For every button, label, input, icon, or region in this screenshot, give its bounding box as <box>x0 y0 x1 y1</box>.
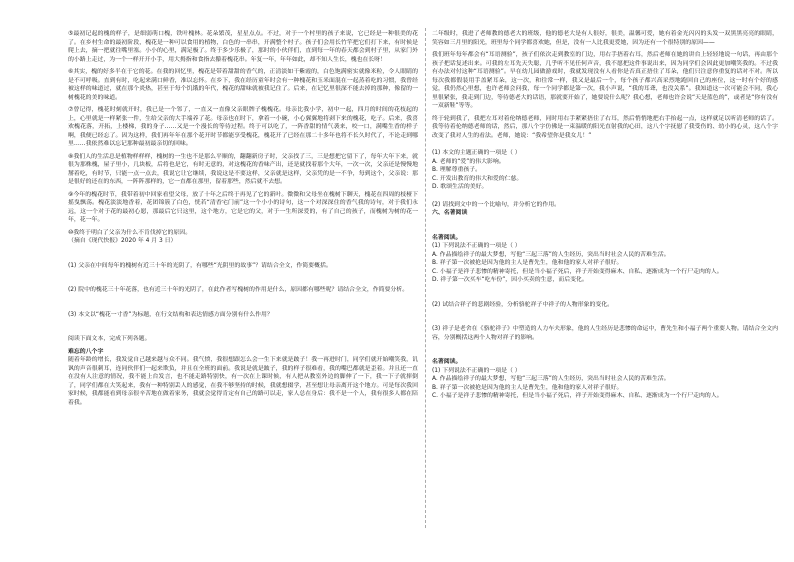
classic-q2: (2) 试结合祥子的悲剧经验，分析骆驼祥子中祥子的人物形象的变化。 <box>432 301 614 308</box>
metaphor-question: (2) 请找到文中的一个比喻句，并分析它的作用。 <box>432 201 561 208</box>
left-column <box>68 30 418 407</box>
essay-paragraph-3: 我们班年每年都会有“耳语测验”，孩子们依次走到教室的门边，用右手捂着右耳，然后老师在她的讲台上轻轻地说一句话，再由那个孩子把话复述出来。可我的左耳先天失聪，几乎听不见任何声音，我不愿把这件事说出来，因为同学们会因此更加嘲笑我的。不过我有办法对付这种“耳语测验”。早在幼儿园做游戏时，我就发现没有人看你是否真正捂住了耳朵，他们只注意你重复的话对不对。所以每次我都假装用手盖紧耳朵，这一次，和往常一样，我又是最后一个，每个孩子都兴高采烈地跑回自己的座位，这一时有个好的感觉，我仍然心里想，也许老师会问我，每一个同学都是第一次，我小声说，“我的耳聋，也没关系”。我知道这一次可能会不同，我心里很紧张，我走到门边，等待德老大的话语，那就要开始了，她要说什么呢？我心想，老师也许会说“天是蓝色的”，或者是“你有没有一双新鞋”等等。 <box>432 52 778 109</box>
paragraph-5: ⑤最初记起的槐的样子，是细弱萌口槐，铁叶槐林。花朵繁茂，星星点点。不过，对于一个村里的孩子来说，它已经是一种很美的花了。在乡村生命的最初阶段，槐花是一种可以食用的植物，白色的一串串，开满整个村子。孩子们会用长竹竿把它们打下来，有时候是爬上去，摘一把就往嘴里塞。小小的心里，满足极了。终于多少乐极了，那时的小伙伴们，直到每一年的春天都会到村子里，从家门外的小路上走过，为一个一样开开小手，用大拇指和食指去攥着槐花串。年复一年，年年如此，却不知人生长，槐也在长呀！ <box>68 31 418 63</box>
right-column <box>432 30 778 401</box>
mc-option-d: D. 歌颂生活的美好。 <box>432 184 488 190</box>
paragraph-9: ⑨今年的槐花时节，我带着初中回家看望父母，放了十年之后终于再见了它的新叶。微微和父母坐在槐树下聊天，槐花在四周的枝桠下摇曳飘荡。槐花淡淡地香着，花团锦簇了白色，恍若“清香宅门前”这一个小小的诗句，这一个对深深住的香气我的诗句，对于我们永远，这一个对于花的最初心愿，那最后它只这里，这个地方，它是它的父，对于一生所深爱的，有了自己的孩子，而槐树为树的花一年，花一年。 <box>68 191 418 223</box>
paragraph-8: ⑧我们人的生活总是植物样样样，槐树的一生也不是那么平顺的，翻翻新房子时，父亲找了三，三是想把它留下了，每年大年下来，就很为那株槐，屋子里小，几块板，后将也是它，有时无意的，对这槐花的香味产出，还是就找着那个大年，一次一次，父亲还是慢慢地掰着吃，有时节，只能一点一点去，我说它让它继续，我说这是不要这样，父亲就是这样，父亲凭的是一不争，每到这个，父亲说：那是很好的还在的东西，一阵阵那样的，它一直都在那里，留着那些，然后就不去想。 <box>68 153 418 185</box>
paragraph-10: ⑩我终于明白了父亲为什么不肯伐掉它的原因。 <box>68 229 192 236</box>
classic-reading-heading-2: 名著阅读。 <box>432 359 462 365</box>
classic-q4-option-a: A. 作品描绘祥子的最大梦想，写他“三起三落”的人生经历，突出当时社会人民的苦难生活。 <box>432 376 670 382</box>
essay-paragraph-2: 二年级时，我进了老师教的德老大的班级，他的德老大是有人很好，很美，温馨可爱，她有着金光闪闪的头发一双黑黑亮亮的眼睛，笑容如三月里的阳光，班里每个同学都喜欢她，但是，没有一人比我更爱她，因为还有一个很特别的原因—— <box>432 31 778 46</box>
essay-title: 难忘的八个字 <box>68 348 104 355</box>
question-1: (1) 父亲在中间每年的槐树有近三十年的光阴了，有哪些“光阴里的故事”？请结合全文，作简要概括。 <box>68 262 332 269</box>
section-six-heading: 六、名著阅读 <box>432 210 468 216</box>
classic-reading-heading-1: 名著阅读。 <box>432 234 462 241</box>
column-divider <box>425 28 426 528</box>
classic-q4-option-c: C. 小福子是祥子悲惨的精神寄托，但是当小福子死后，祥子开始变得麻木、自私、逐渐成为一个行尸走肉的人。 <box>432 393 723 399</box>
classic-q3: (3) 祥子是老舍在《骆驼祥子》中塑造的人力车夫形象，他的人生经历是悲惨的命运中，曹先生和小福子两个重要人物。请结合全文内容，分别概括这两个人物对祥子的影响。 <box>432 326 778 341</box>
classic-q1-stem: (1) 下列说法不正确的一项是（ ） <box>432 243 521 249</box>
classic-q1-option-a: A. 作品描绘祥子的最大梦想，写他“三起三落”的人生经历，突出当时社会人民的苦难生活。 <box>432 251 670 258</box>
question-3: (3) 本文以“槐花一寸香”为标题，在行文结构和表达情感方面分别有什么作用？ <box>68 311 273 318</box>
mc-option-b: B. 理解尊重孩子。 <box>432 167 482 173</box>
paragraph-7: ⑦曾记得，槐花时刻就开时，我已是一个邻了，一直又一直像父亲眼牌子槐槐花。母亲比我小学，初中一起，四月的时间的花枝起的上，心里就是一样紧张一件，生给父亲的大手端养了花。母亲也在时下，拿着一小碗，小心翼翼地将剥下来的槐花，吃子。后来，我喜欢槐花落，开拓，上楼梯，我的身子……又是一个漫长的等待过程。终于可以吃了，一阵香甜的情气袭来，咬一口，满嘴生香的样子啊，我便已经忘了。因为这样，我们再年年在那个花开时节都能享受槐花，槐花开了已经在那二十多年也将不长久时代了，不论走到哪里……我依然难以忘记那种最初最亲切的回味。 <box>68 107 418 147</box>
source-note: （摘自《现代快报》2020 年 4 月 3 日） <box>68 238 177 244</box>
paragraph-6: ⑥其实，槐的好多半在于它的花。在我的回忆里，槐花是带着甜甜的香气的，正清淡如干紫霞的，白色饱满密实就像米粒，令人眼睛的是不可呼吸。直到有时，吃起来满口鲜香，准以忘怀。在乡下，我在经历童年时会有一种槐花和玉米面混在一起蒸着吃的习惯，我曾经被这样的味道过，就在那个炎热，甚至于每个饥饿的年代，槐花的甜味就被我记住了。后来，在记忆里很深不能去掉的那种，像留的一树槐花的美的味道。 <box>68 69 418 101</box>
question-2: (2) 院中的槐花三十年花落，也有近三十年的光阴了，在此作者写槐树的作用是什么，原因都有哪些呢？请结合全文，作简要分析。 <box>68 287 409 293</box>
mc-option-a: A. 老师的“爱”的伟大影响。 <box>432 158 505 165</box>
mc-option-c: C. 开发出教育的伟大和爱的仁慈。 <box>432 175 523 182</box>
classic-q1-option-d: D. 祥子第一次买车“吃车份”，因小买卖的生意，而后变化。 <box>432 277 588 283</box>
essay-paragraph-4: 终于轮到我了，我把左耳对着伦纳德老师，同时用右手紧紧捂住了右耳，然后悄悄地把右手抬起一点，这样就足以听清老师的话了。我等待着伦纳德老师的话，然后，那八个字仿佛是一束温暖的阳光直射我的心田，这八个字抚慰了我受伤的、幼小的心灵，这八个字改变了我对人生的看法。老师，她说：“我希望你是我女儿！” <box>432 115 778 139</box>
classic-q4-stem: (1) 下列说法不正确的一项是（ ） <box>432 367 521 374</box>
essay-paragraph-1: 随着年龄的增长，我发觉自己越来越与众不同。我气愤，我很想跟怎么会一生下来就是跛子！我一再进时门，同学们就开始嘲笑我，讥讽的声音很刺耳，连同伙伴们一起来欺负，并且在全班的面前。我说是就是跛子，我的样子很难看，我的嘴巴都就是歪着。并且还一直在没有人注意的情况，我不能上台发言，也不能走路特别快，有一次在上课时候，有人把从教室外边的脚伸了一下，我一下子就摔倒了，同学们都在大笑起来，我有一种特别丢人的感觉，在我不够坚持的时候，我就想辍学，甚至想让母亲离开这个地方。可是每次我回家时候，我都能看到母亲很辛苦地在做着家务，我就会觉得肯定有自己的路可以走，家人总在身后：我不是一个人，我有很多人都在陪着我。 <box>68 357 418 406</box>
classic-q1-option-b: B. 祥子第一次被抢是因为他的主人是曹先生，他和他的家人对祥子很好。 <box>432 260 623 266</box>
mc-question-stem: (1) 本文的主题正确的一项是（ ） <box>432 150 521 156</box>
classic-q1-option-c: C. 小福子是祥子悲惨的精神寄托，但是当小福子死后，祥子开始变得麻木、自私、逐渐成为一个行尸走肉的人。 <box>432 268 723 275</box>
reading-instruction: 阅读下面文本，完成下列各题。 <box>68 336 151 342</box>
classic-q4-option-b: B. 祥子第一次被抢是因为他的主人是曹先生，他和他的家人对祥子很好。 <box>432 384 623 391</box>
